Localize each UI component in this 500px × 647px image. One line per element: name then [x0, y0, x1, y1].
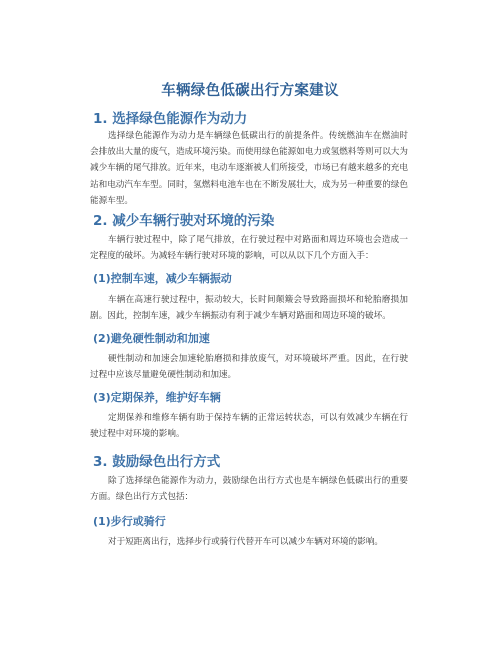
section-2-sub-2-paragraph: 硬性制动和加速会加速轮胎磨损和排放废气，对环境破坏严重。因此，在行驶过程中应该尽量避免硬性制动和加速。: [90, 354, 408, 381]
document-title: 车辆绿色低碳出行方案建议: [161, 83, 339, 99]
section-3-sub-1-heading: (1)步行或骑行: [93, 515, 166, 528]
section-2-sub-3-heading: (3)定期保养，维护好车辆: [93, 391, 221, 404]
section-2-sub-2-heading: (2)避免硬性制动和加速: [93, 332, 210, 345]
section-3-sub-1-paragraph: 对于短距离出行，选择步行或骑行代替开车可以减少车辆对环境的影响。: [108, 537, 384, 547]
section-3-heading: 3. 鼓励绿色出行方式: [93, 454, 221, 470]
section-3-paragraph: 除了选择绿色能源作为动力，鼓励绿色出行方式也是车辆绿色低碳出行的重要方面。绿色出行方式包括：: [90, 476, 408, 503]
section-2-sub-1-paragraph: 车辆在高速行驶过程中，振动较大，长时间颠簸会导致路面损坏和轮胎磨损加剧。因此，控制车速，减少车辆振动有利于减少车辆对路面和周边环境的破坏。: [90, 295, 408, 322]
section-2-heading: 2. 减少车辆行驶对环境的污染: [93, 213, 275, 229]
section-1-heading: 1. 选择绿色能源作为动力: [93, 111, 248, 127]
section-2-sub-1-heading: (1)控制车速，减少车辆振动: [93, 272, 232, 285]
section-2-sub-3-paragraph: 定期保养和维修车辆有助于保持车辆的正常运转状态，可以有效减少车辆在行驶过程中对环境的影响。: [90, 413, 408, 440]
section-2-paragraph: 车辆行驶过程中，除了尾气排放，在行驶过程中对路面和周边环境也会造成一定程度的破坏。为减轻车辆行驶对环境的影响，可以从以下几个方面入手：: [90, 235, 408, 262]
section-1-paragraph: 选择绿色能源作为动力是车辆绿色低碳出行的前提条件。传统燃油车在燃油时会排放出大量的废气，造成环境污染。而使用绿色能源如电力或氢燃料等则可以大为减少车辆的尾气排放。近年来，电动车逐渐被人们所接受，市场已有越来越多的充电站和电动汽车车型。同时，氢燃料电池车也在不断发展壮大，成为另一种重要的绿色能源车型。: [90, 131, 408, 206]
